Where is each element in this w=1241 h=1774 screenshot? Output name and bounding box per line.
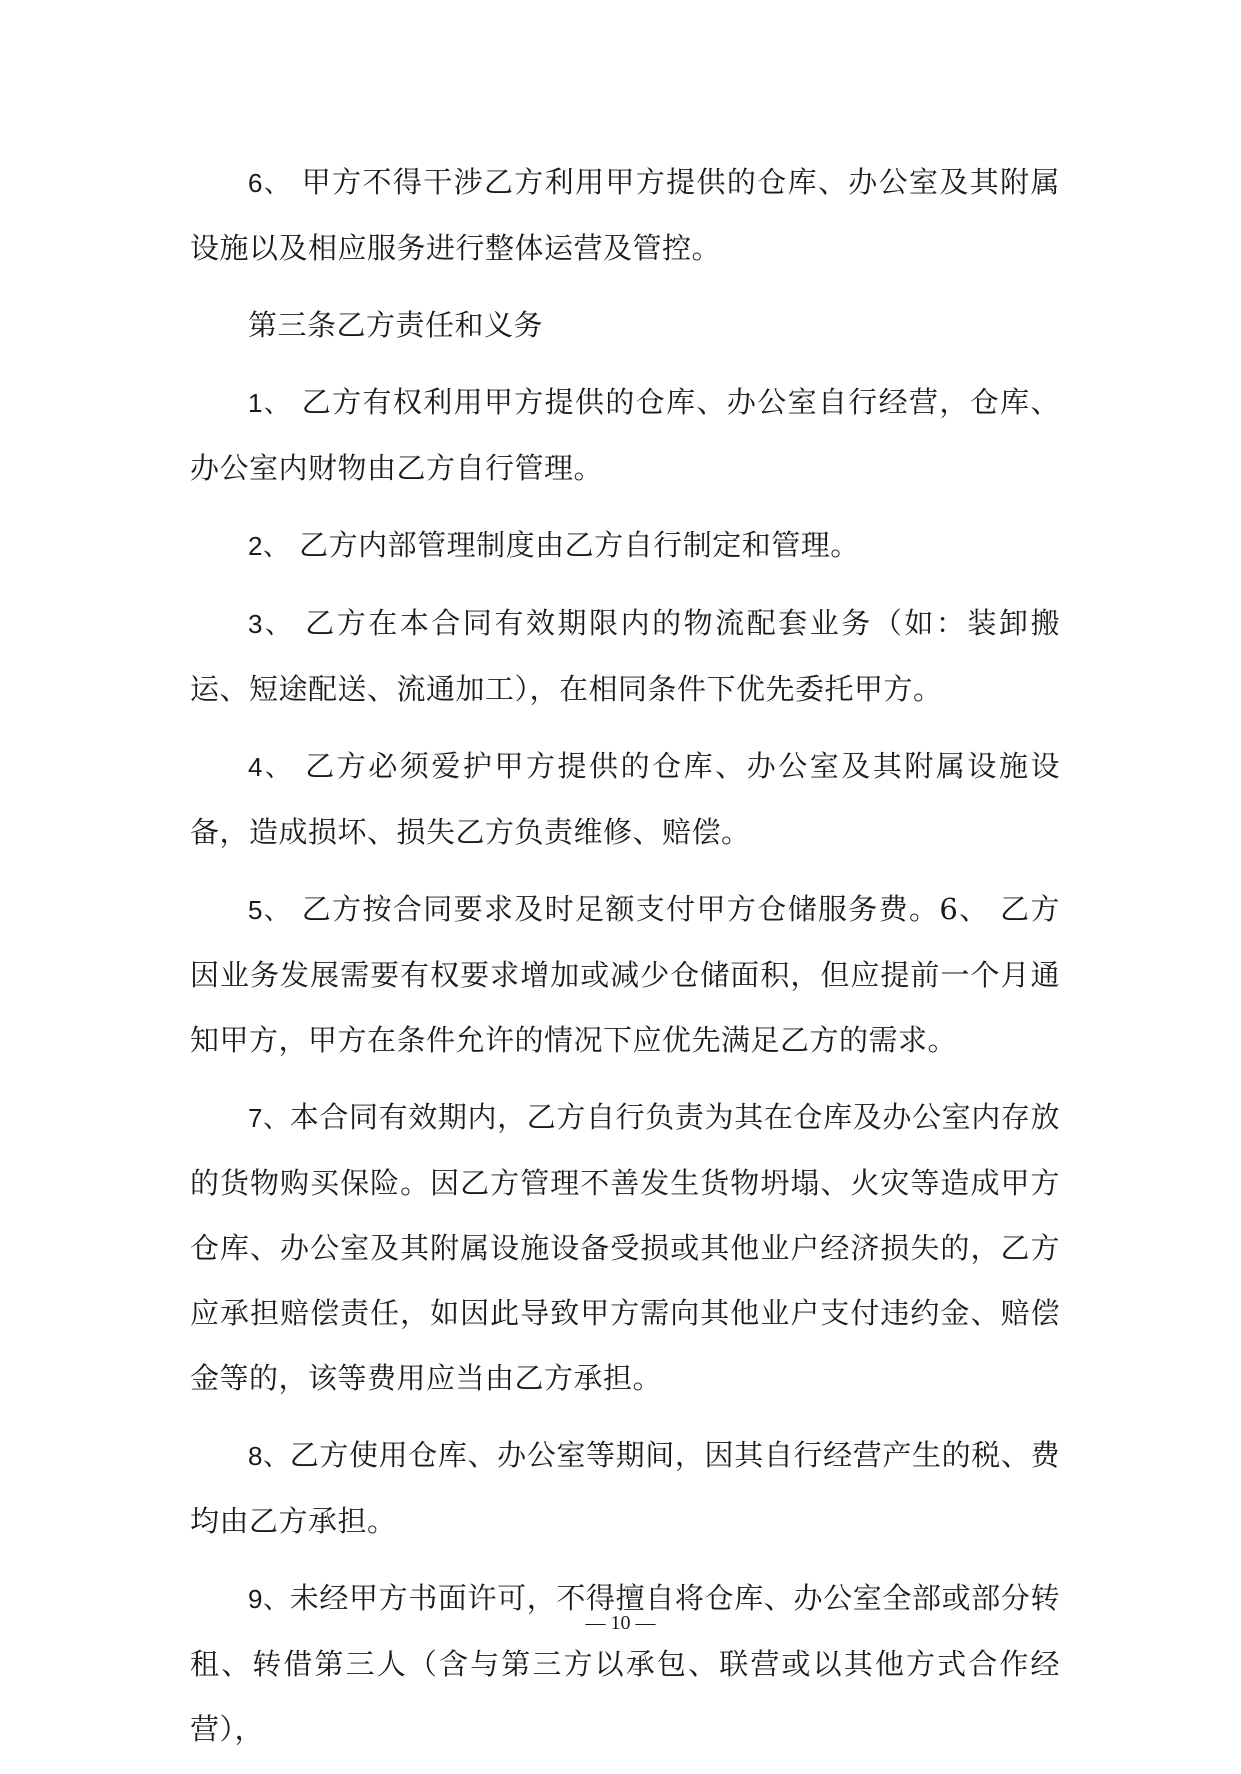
clause-text: 本合同有效期内，乙方自行负责为其在仓库及办公室内存放的货物购买保险。因乙方管理不善发生货物坍塌、火灾等造成甲方仓库、办公室及其附属设施设备受损或其他业户经济损失的，乙方应承担赔偿责任，如因此导致甲方需向其他业户支付违约金、赔偿金等的，该等费用应当由乙方承担。 <box>190 1100 1060 1395</box>
paragraph-clause-8 <box>190 1423 1060 1554</box>
paragraph-clause-1 <box>190 370 1060 501</box>
paragraph-clause-9 <box>190 1566 1060 1762</box>
clause-number: 6、 <box>248 168 292 198</box>
clause-text: 乙方使用仓库、办公室等期间，因其自行经营产生的税、费均由乙方承担。 <box>190 1438 1060 1538</box>
clause-text: 未经甲方书面许可，不得擅自将仓库、办公室全部或部分转租、转借第三人（含与第三方以承包、联营或以其他方式合作经营）， <box>190 1581 1060 1746</box>
heading-text: 第三条乙方责任和义务 <box>248 308 544 342</box>
paragraph-clause-6 <box>190 150 1060 281</box>
clause-number: 3、 <box>248 609 294 639</box>
clause-text: 乙方内部管理制度由乙方自行制定和管理。 <box>289 528 860 562</box>
clause-text: 乙方在本合同有效期限内的物流配套业务（如：装卸搬运、短途配送、流通加工），在相同条件下优先委托甲方。 <box>190 606 1060 706</box>
paragraph-clause-7 <box>190 1085 1060 1411</box>
clause-text: 乙方必须爱护甲方提供的仓库、办公室及其附属设施设备，造成损坏、损失乙方负责维修、赔偿。 <box>190 749 1060 849</box>
paragraph-clause-3 <box>190 591 1060 722</box>
clause-number: 1、 <box>248 388 292 418</box>
section-heading <box>190 293 1060 358</box>
clause-number: 2、 <box>248 531 290 561</box>
clause-number: 8、 <box>248 1441 290 1471</box>
clause-number: 7、 <box>248 1103 290 1133</box>
clause-text: 乙方有权利用甲方提供的仓库、办公室自行经营，仓库、办公室内财物由乙方自行管理。 <box>190 385 1060 485</box>
clause-text: 甲方不得干涉乙方利用甲方提供的仓库、办公室及其附属设施以及相应服务进行整体运营及管控。 <box>190 165 1060 265</box>
paragraph-clause-4 <box>190 734 1060 865</box>
clause-number: 9、 <box>248 1584 290 1614</box>
clause-number: 5、 <box>248 895 292 925</box>
paragraph-clause-5 <box>190 877 1060 1073</box>
clause-number: 4、 <box>248 752 294 782</box>
paragraph-clause-2 <box>190 513 1060 579</box>
clause-text: 乙方按合同要求及时足额支付甲方仓储服务费。6、 乙方因业务发展需要有权要求增加或减少仓储面积，但应提前一个月通知甲方，甲方在条件允许的情况下应优先满足乙方的需求。 <box>190 892 1060 1057</box>
document-body <box>190 150 1060 1774</box>
page-number: — 10 — <box>585 1612 656 1634</box>
